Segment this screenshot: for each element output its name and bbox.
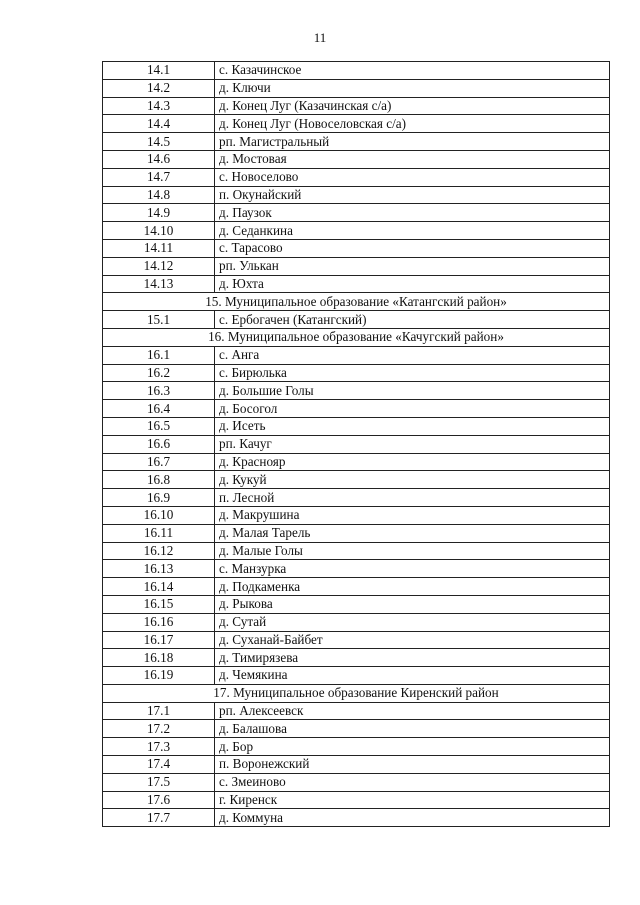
row-number: 17.3 bbox=[103, 738, 215, 756]
row-number: 16.12 bbox=[103, 542, 215, 560]
row-number: 14.6 bbox=[103, 150, 215, 168]
row-number: 14.2 bbox=[103, 79, 215, 97]
table-row bbox=[103, 62, 610, 80]
settlement-name: г. Киренск bbox=[215, 791, 610, 809]
settlements-table bbox=[102, 61, 610, 827]
row-number: 16.13 bbox=[103, 560, 215, 578]
settlement-name: д. Балашова bbox=[215, 720, 610, 738]
table-row bbox=[103, 150, 610, 168]
row-number: 16.19 bbox=[103, 667, 215, 685]
settlement-name: д. Чемякина bbox=[215, 667, 610, 685]
row-number: 16.9 bbox=[103, 489, 215, 507]
table-row bbox=[103, 809, 610, 827]
settlement-name: с. Бирюлька bbox=[215, 364, 610, 382]
settlement-name: п. Воронежский bbox=[215, 756, 610, 774]
settlement-name: с. Ербогачен (Катангский) bbox=[215, 311, 610, 329]
row-number: 14.11 bbox=[103, 239, 215, 257]
table-row bbox=[103, 204, 610, 222]
settlement-name: рп. Алексеевск bbox=[215, 702, 610, 720]
table-row bbox=[103, 311, 610, 329]
settlement-name: д. Малые Голы bbox=[215, 542, 610, 560]
settlement-name: п. Лесной bbox=[215, 489, 610, 507]
row-number: 17.5 bbox=[103, 773, 215, 791]
settlement-name: д. Сутай bbox=[215, 613, 610, 631]
row-number: 16.17 bbox=[103, 631, 215, 649]
table-row bbox=[103, 115, 610, 133]
table-row bbox=[103, 364, 610, 382]
table-row bbox=[103, 453, 610, 471]
row-number: 16.2 bbox=[103, 364, 215, 382]
row-number: 16.3 bbox=[103, 382, 215, 400]
settlement-name: д. Суханай-Байбет bbox=[215, 631, 610, 649]
table-row bbox=[103, 542, 610, 560]
section-title: 17. Муниципальное образование Киренский район bbox=[103, 684, 610, 702]
settlement-name: д. Исеть bbox=[215, 417, 610, 435]
table-row bbox=[103, 186, 610, 204]
table-row bbox=[103, 720, 610, 738]
table-row bbox=[103, 560, 610, 578]
settlement-name: с. Казачинское bbox=[215, 62, 610, 80]
table-row bbox=[103, 382, 610, 400]
settlement-name: д. Конец Луг (Казачинская с/а) bbox=[215, 97, 610, 115]
row-number: 15.1 bbox=[103, 311, 215, 329]
row-number: 17.6 bbox=[103, 791, 215, 809]
row-number: 14.13 bbox=[103, 275, 215, 293]
table-row bbox=[103, 631, 610, 649]
table-row bbox=[103, 275, 610, 293]
table-row bbox=[103, 417, 610, 435]
table-row bbox=[103, 257, 610, 275]
table-row bbox=[103, 489, 610, 507]
settlement-name: д. Паузок bbox=[215, 204, 610, 222]
table-row bbox=[103, 738, 610, 756]
table-row bbox=[103, 649, 610, 667]
row-number: 14.8 bbox=[103, 186, 215, 204]
settlement-name: д. Большие Голы bbox=[215, 382, 610, 400]
row-number: 16.7 bbox=[103, 453, 215, 471]
row-number: 14.1 bbox=[103, 62, 215, 80]
settlement-name: рп. Качуг bbox=[215, 435, 610, 453]
settlement-name: д. Тимирязева bbox=[215, 649, 610, 667]
row-number: 17.2 bbox=[103, 720, 215, 738]
table-row bbox=[103, 506, 610, 524]
table-row bbox=[103, 773, 610, 791]
row-number: 17.7 bbox=[103, 809, 215, 827]
settlement-name: д. Седанкина bbox=[215, 222, 610, 240]
settlement-name: рп. Улькан bbox=[215, 257, 610, 275]
table-row bbox=[103, 702, 610, 720]
settlement-name: с. Змеиново bbox=[215, 773, 610, 791]
row-number: 16.1 bbox=[103, 346, 215, 364]
row-number: 16.16 bbox=[103, 613, 215, 631]
settlement-name: д. Юхта bbox=[215, 275, 610, 293]
settlement-name: п. Окунайский bbox=[215, 186, 610, 204]
section-title: 16. Муниципальное образование «Качугский район» bbox=[103, 328, 610, 346]
table-row bbox=[103, 791, 610, 809]
settlement-name: с. Манзурка bbox=[215, 560, 610, 578]
row-number: 14.3 bbox=[103, 97, 215, 115]
settlement-name: д. Макрушина bbox=[215, 506, 610, 524]
section-header-row bbox=[103, 328, 610, 346]
settlement-name: с. Тарасово bbox=[215, 239, 610, 257]
table-row bbox=[103, 400, 610, 418]
table-row bbox=[103, 667, 610, 685]
table-row bbox=[103, 239, 610, 257]
section-header-row bbox=[103, 293, 610, 311]
row-number: 14.5 bbox=[103, 133, 215, 151]
table-row bbox=[103, 133, 610, 151]
settlement-name: д. Бор bbox=[215, 738, 610, 756]
row-number: 17.1 bbox=[103, 702, 215, 720]
settlement-name: д. Подкаменка bbox=[215, 578, 610, 596]
row-number: 14.10 bbox=[103, 222, 215, 240]
row-number: 16.11 bbox=[103, 524, 215, 542]
section-title: 15. Муниципальное образование «Катангский район» bbox=[103, 293, 610, 311]
table-row bbox=[103, 97, 610, 115]
table-row bbox=[103, 346, 610, 364]
row-number: 16.10 bbox=[103, 506, 215, 524]
row-number: 16.5 bbox=[103, 417, 215, 435]
row-number: 16.15 bbox=[103, 595, 215, 613]
page-number: 11 bbox=[313, 30, 327, 45]
settlement-name: д. Босогол bbox=[215, 400, 610, 418]
settlements-table-body bbox=[103, 62, 610, 827]
settlement-name: д. Рыкова bbox=[215, 595, 610, 613]
settlement-name: д. Мостовая bbox=[215, 150, 610, 168]
table-row bbox=[103, 613, 610, 631]
section-header-row bbox=[103, 684, 610, 702]
table-row bbox=[103, 471, 610, 489]
row-number: 17.4 bbox=[103, 756, 215, 774]
settlement-name: д. Коммуна bbox=[215, 809, 610, 827]
table-row bbox=[103, 79, 610, 97]
row-number: 16.6 bbox=[103, 435, 215, 453]
settlement-name: с. Анга bbox=[215, 346, 610, 364]
settlement-name: д. Краснояр bbox=[215, 453, 610, 471]
row-number: 16.8 bbox=[103, 471, 215, 489]
row-number: 16.18 bbox=[103, 649, 215, 667]
table-row bbox=[103, 168, 610, 186]
table-row bbox=[103, 756, 610, 774]
table-row bbox=[103, 222, 610, 240]
row-number: 14.4 bbox=[103, 115, 215, 133]
settlement-name: рп. Магистральный bbox=[215, 133, 610, 151]
settlement-name: д. Кукуй bbox=[215, 471, 610, 489]
row-number: 14.7 bbox=[103, 168, 215, 186]
row-number: 14.9 bbox=[103, 204, 215, 222]
settlement-name: с. Новоселово bbox=[215, 168, 610, 186]
row-number: 16.4 bbox=[103, 400, 215, 418]
row-number: 14.12 bbox=[103, 257, 215, 275]
settlement-name: д. Конец Луг (Новоселовская с/а) bbox=[215, 115, 610, 133]
table-row bbox=[103, 524, 610, 542]
table-row bbox=[103, 435, 610, 453]
settlement-name: д. Малая Тарель bbox=[215, 524, 610, 542]
row-number: 16.14 bbox=[103, 578, 215, 596]
table-row bbox=[103, 578, 610, 596]
settlement-name: д. Ключи bbox=[215, 79, 610, 97]
table-row bbox=[103, 595, 610, 613]
